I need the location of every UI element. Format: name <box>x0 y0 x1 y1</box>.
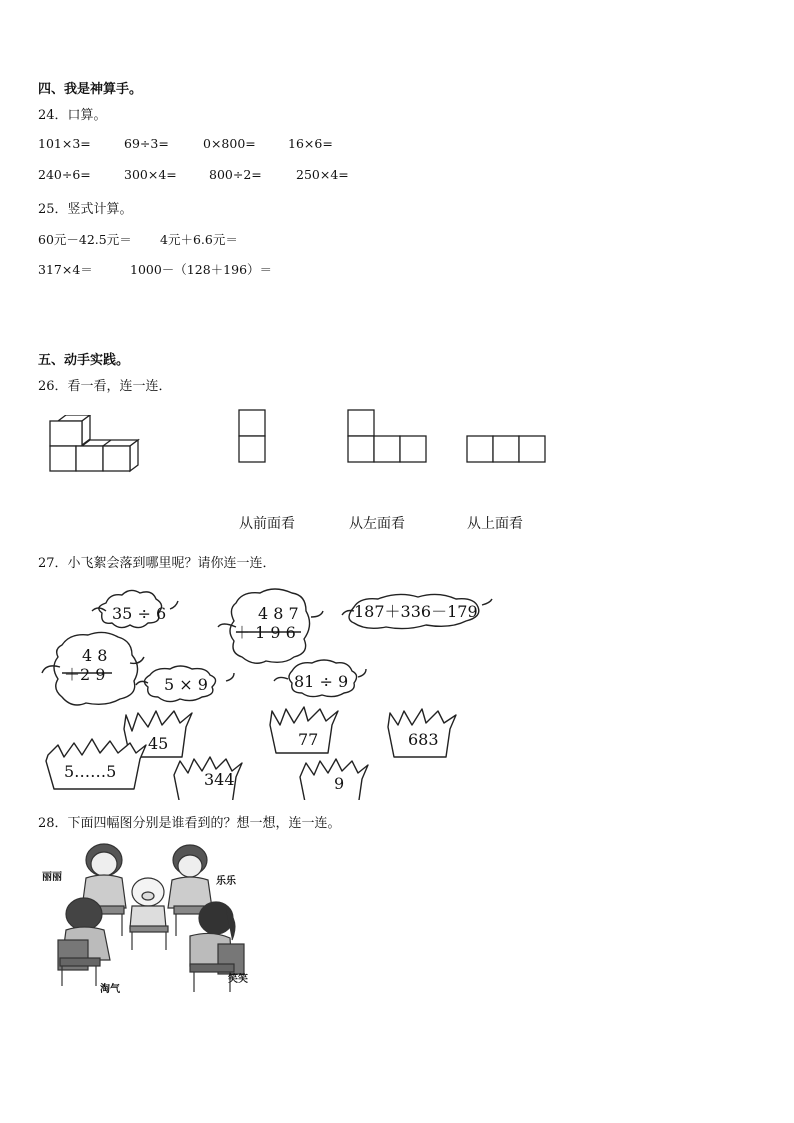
vertical-calc-item: 4元＋6.6元＝ <box>160 232 238 247</box>
name-label-xiaoxiao: 笑笑 <box>228 974 248 985</box>
section-5-heading: 五、动手实践。 <box>38 353 130 368</box>
view-label-top: 从上面看 <box>467 516 523 532</box>
oral-calc-item: 300×4= <box>124 167 177 182</box>
question-24-label: 24．口算。 <box>38 108 107 123</box>
view-shape-row <box>466 435 548 465</box>
cloud-expression: 5 × 9 <box>164 675 208 694</box>
cloud-expression: 35 ÷ 6 <box>112 604 167 623</box>
grass-answer: 5……5 <box>64 762 117 781</box>
view-shape-vertical <box>238 409 268 465</box>
view-shape-l <box>347 409 429 465</box>
oral-calc-item: 69÷3= <box>124 136 169 151</box>
question-28-label: 28．下面四幅图分别是谁看到的？想一想，连一连。 <box>38 816 341 831</box>
oral-calc-item: 101×3= <box>38 136 91 151</box>
section-4-heading: 四、我是神算手。 <box>38 82 143 97</box>
vertical-calc-item: 317×4＝ <box>38 262 93 277</box>
cloud-expression: 4 8 <box>82 646 108 665</box>
view-label-front: 从前面看 <box>239 516 295 532</box>
cloud-expression: 81 ÷ 9 <box>294 672 349 691</box>
question-26-label: 26．看一看，连一连． <box>38 379 172 394</box>
grass-answer: 45 <box>148 734 169 753</box>
oral-calc-item: 800÷2= <box>209 167 262 182</box>
oral-calc-item: 0×800= <box>203 136 256 151</box>
oral-calc-item: 240÷6= <box>38 167 91 182</box>
name-label-lele: 乐乐 <box>216 876 236 887</box>
oral-calc-item: 16×6= <box>288 136 333 151</box>
children-around-pig-figure <box>40 840 270 1000</box>
cloud-expression: 187＋336－179 <box>354 602 478 621</box>
grass-answer: 683 <box>408 730 439 749</box>
name-label-lili: 丽丽 <box>42 872 62 883</box>
oral-calc-item: 250×4= <box>296 167 349 182</box>
grass-answer: 344 <box>204 770 235 789</box>
grass-answer: 9 <box>334 774 345 793</box>
cube-stack-figure <box>44 415 140 487</box>
vertical-calc-item: 60元－42.5元＝ <box>38 232 132 247</box>
view-label-left: 从左面看 <box>349 516 405 532</box>
cloud-expression: ＋ 1 9 6 <box>234 623 296 642</box>
question-25-label: 25．竖式计算。 <box>38 202 133 217</box>
child-taoqi <box>66 898 102 930</box>
cloud-expression: 4 8 7 <box>258 604 299 623</box>
vertical-calc-item: 1000－（128＋196）＝ <box>130 262 273 277</box>
grass-answer: 77 <box>298 730 319 749</box>
fluff-and-grass-figure <box>36 585 506 800</box>
cloud-expression: ＋2 9 <box>64 665 106 684</box>
name-label-taoqi: 淘气 <box>100 984 120 995</box>
question-27-label: 27．小飞絮会落到哪里呢？请你连一连． <box>38 556 276 571</box>
